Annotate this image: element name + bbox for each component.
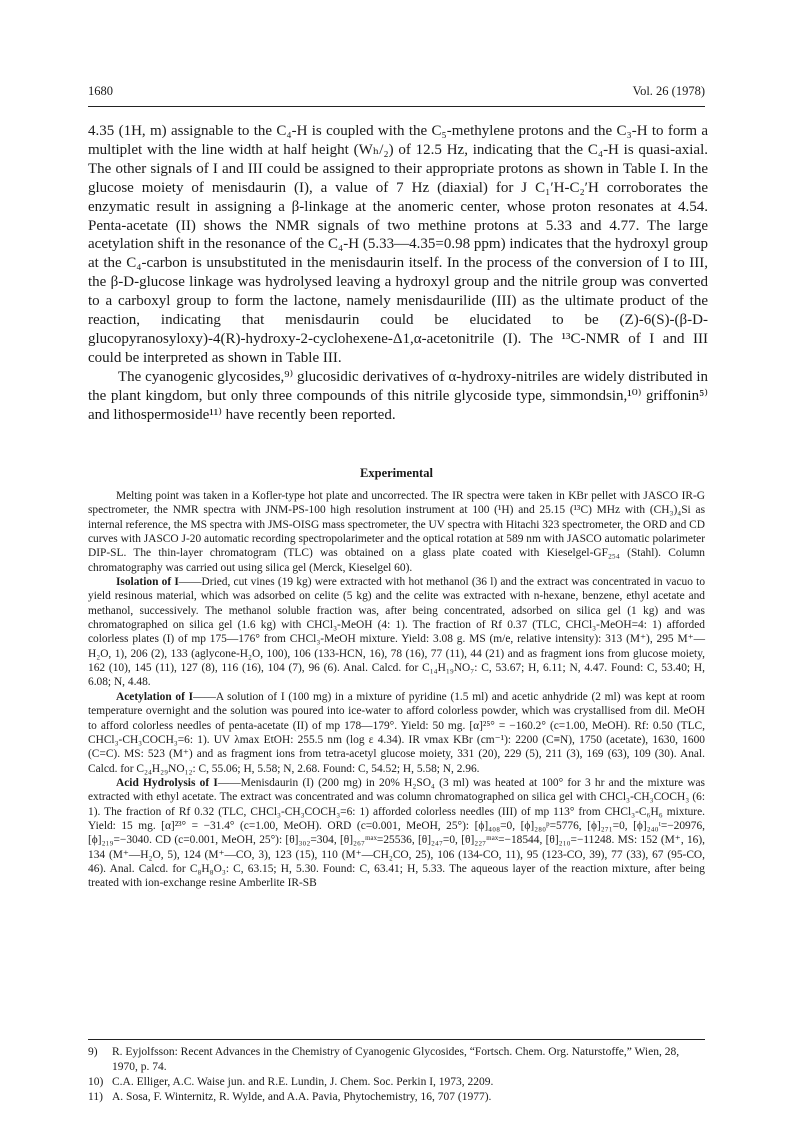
subheading-acid-hydrolysis: Acid Hydrolysis of I <box>116 776 218 789</box>
paragraph-nmr-assignment: 4.35 (1H, m) assignable to the C₄-H is coupled with the C₅-methylene protons and the C₃-H to form a multiplet with the line width at half height (Wₕ/₂) of 12.5 Hz, indicating that the C₄-H is quasi-axial. The other signals of I and III could be assigned to their appropriate protons as shown in Table I. In the glucose moiety of menisdaurin (I), a value of 7 Hz (diaxial) for J C₁′H-C₂′H corroborates the enzymatic result in assigning a β-linkage at the anomeric center, whose proton resonates at 4.54. Penta-acetate (II) shows the NMR signals of two methine protons at 5.33 and 4.77. The large acetylation shift in the resonance of the C₄-H (5.33—4.35=0.98 ppm) indicates that the hydroxyl group at the C₄-carbon is unsubstituted in the menisdaurin itself. In the process of the conversion of I to III, the β-D-glucose linkage was hydrolysed leaving a hydroxyl group and the nitrile group was converted to a carboxyl group to form the lactone, namely menisdaurilide (III) as the ultimate product of the reaction, indicating that menisdaurin could be elucidated to be (Z)-6(S)-(β-D-glucopyranosyloxy)-4(R)-hydroxy-2-cyclohexene-Δ1,α-acetonitrile (I). The ¹³C-NMR of I and III could be interpreted as shown in Table III. <box>88 123 708 366</box>
paragraph-acid-hydrolysis <box>88 776 705 891</box>
paragraph-cyanogenic-glycosides: The cyanogenic glycosides,⁹⁾ glucosidic derivatives of α-hydroxy-nitriles are widely distributed in the plant kingdom, but only three compounds of this nitrile glycoside type, simmondsin,¹⁰⁾ griffonin⁵⁾ and lithospermoside¹¹⁾ have recently been reported. <box>88 368 708 423</box>
footnote-number: 11) <box>88 1090 103 1103</box>
footnote-text: R. Eyjolfsson: Recent Advances in the Chemistry of Cyanogenic Glycosides, “Fortsch. Chem. Org. Naturstoffe,” Wien, 28, 1970, p. 74. <box>112 1046 680 1073</box>
footnote-rule <box>88 1039 705 1040</box>
experimental-section <box>88 489 705 891</box>
footnote-number: 9) <box>88 1046 98 1058</box>
body-text <box>88 122 708 425</box>
footnote-item <box>88 1090 705 1105</box>
volume-label: Vol. 26 (1978) <box>632 84 705 98</box>
section-heading-experimental: Experimental <box>360 466 433 480</box>
paragraph-general-methods: Melting point was taken in a Kofler-type hot plate and uncorrected. The IR spectra were taken in KBr pellet with JASCO IR-G spectrometer, the NMR spectra with JNM-PS-100 high resolution instrument at 100 (¹H) and 25.15 (¹³C) MHz with (CH₃)₄Si as internal reference, the MS spectra with JMS-OISG mass spectrometer, the UV spectra with Hitachi 323 spectrometer, the ORD and CD curves with JASCO J-20 automatic recording spectropolarimeter and the optical rotation at 589 nm with JASCO automatic polarimeter DIP-SL. The thin-layer chromatogram (TLC) was obtained on a glass plate coated with Kieselgel-GF₂₅₄ (Stahl). Column chromatography was carried out using silica gel (Merck, Kieselgel 60). <box>88 490 705 574</box>
footnote-number: 10) <box>88 1075 104 1088</box>
acetylation-text: ——A solution of I (100 mg) in a mixture of pyridine (1.5 ml) and acetic anhydride (2 ml) was kept at room temperature overnight and the solution was poured into ice-water to afford colorless powder, which was crystallised from dil. MeOH to afford colorless needles of penta-acetate (II) of mp 178—179°. Yield: 50 mg. [α]²⁵° = −160.2° (c=1.00, MeOH). Rf: 0.50 (TLC, CHCl₃-CH₃COCH₃=6: 1). UV λmax EtOH: 255.5 nm (log ε 4.34). IR νmax KBr (cm⁻¹): 2200 (C≡N), 1750 (acetate), 1630, 1600 (C=C). MS: 523 (M⁺) and as fragment ions from tetra-acetyl glucose moiety, 331 (20), 229 (5), 211 (3), 169 (63), 109 (30). Anal. Calcd. for C₂₄H₂₉NO₁₂: C, 55.06; H, 5.58; N, 2.68. Found: C, 54.52; H, 5.58; N, 2.96. <box>88 690 706 775</box>
subheading-isolation: Isolation of I <box>116 576 179 589</box>
subheading-acetylation: Acetylation of I <box>116 690 194 703</box>
isolation-text: ——Dried, cut vines (19 kg) were extracted with hot methanol (36 l) and the extract was concentrated in vacuo to yield resinous material, which was adsorbed on celite (5 kg) and the celite was extracted with n-hexane, benzene, ethyl acetate and methanol, successively. The methanol soluble fraction was, after being concentrated, adsorbed on silica gel (1 kg) and was chromatographed on silica gel (1.6 kg) with CHCl₃-MeOH (4: 1). The fraction of Rf 0.37 (TLC, CHCl₃-MeOH=4: 1) afforded colorless plates (I) of mp 175—176° from CHCl₃-MeOH mixture. Yield: 3.08 g. MS (m/e, relative intensity): 313 (M⁺), 295 M⁺—H₂O, 1), 206 (2), 133 (aglycone-H₂O, 100), 106 (133-HCN, 16), 78 (16), 77 (11), 44 (21) and as fragment ions from glucose moiety, 162 (10), 145 (11), 127 (8), 116 (16), 104 (7), 96 (6). Anal. Calcd. for C₁₄H₁₉NO₇: C, 53.67; H, 6.11; N, 4.47. Found: C, 53.40; H, 6.08; N, 4.48. <box>88 576 706 689</box>
acid-hydrolysis-text: ——Menisdaurin (I) (200 mg) in 20% H₂SO₄ (3 ml) was heated at 100° for 3 hr and the mixture was extracted with ethyl acetate. The extract was concentrated and was column chromatographed on silica gel with CHCl₃-CH₃COCH₃ (6: 1). The fraction of Rf 0.32 (TLC, CHCl₃-CH₃COCH₃=6: 1) afforded colorless needles (III) of mp 113° from CHCl₃-C₆H₆ mixture. Yield: 15 mg. [α]²³° = −31.4° (c=1.00, MeOH). ORD (c=0.001, MeOH, 25°): [ϕ]₄₀₈=0, [ϕ]₂₈₀ᵖ=5776, [ϕ]₂₇₁=0, [ϕ]₂₄₀ᵗ=−20976, [ϕ]₂₁₉=−3040. CD (c=0.001, MeOH, 25°): [θ]₃₀₂=304, [θ]₂₆₇ᵐᵃˣ=25536, [θ]₂₄₇=0, [θ]₂₂₇ᵐᵃˣ=−18544, [θ]₂₁₀=−11248. MS: 152 (M⁺, 16), 134 (M⁺—H₂O, 5), 124 (M⁺—CO, 3), 123 (15), 110 (M⁺—CH₂CO, 25), 106 (134-CO, 11), 95 (123-CO, 39), 77 (33), 67 (95-CO, 46). Anal. Calcd. for C₈H₈O₃: C, 63.15; H, 5.30. Found: C, 63.41; H, 5.33. The aqueous layer of the reaction mixture, after being treated with ion-exchange resine Amberlite IR-SB <box>88 776 705 890</box>
footnote-item <box>88 1045 705 1075</box>
footnote-text: C.A. Elliger, A.C. Waise jun. and R.E. Lundin, J. Chem. Soc. Perkin I, 1973, 2209. <box>112 1075 494 1088</box>
footnote-text: A. Sosa, F. Winternitz, R. Wylde, and A.A. Pavia, Phytochemistry, 16, 707 (1977). <box>112 1090 492 1103</box>
paragraph-isolation <box>88 575 705 690</box>
running-header <box>88 84 705 99</box>
footnotes <box>88 1045 705 1105</box>
footnote-item <box>88 1075 705 1090</box>
header-rule <box>88 106 705 107</box>
paragraph-acetylation <box>88 690 705 776</box>
page-number: 1680 <box>88 84 113 98</box>
